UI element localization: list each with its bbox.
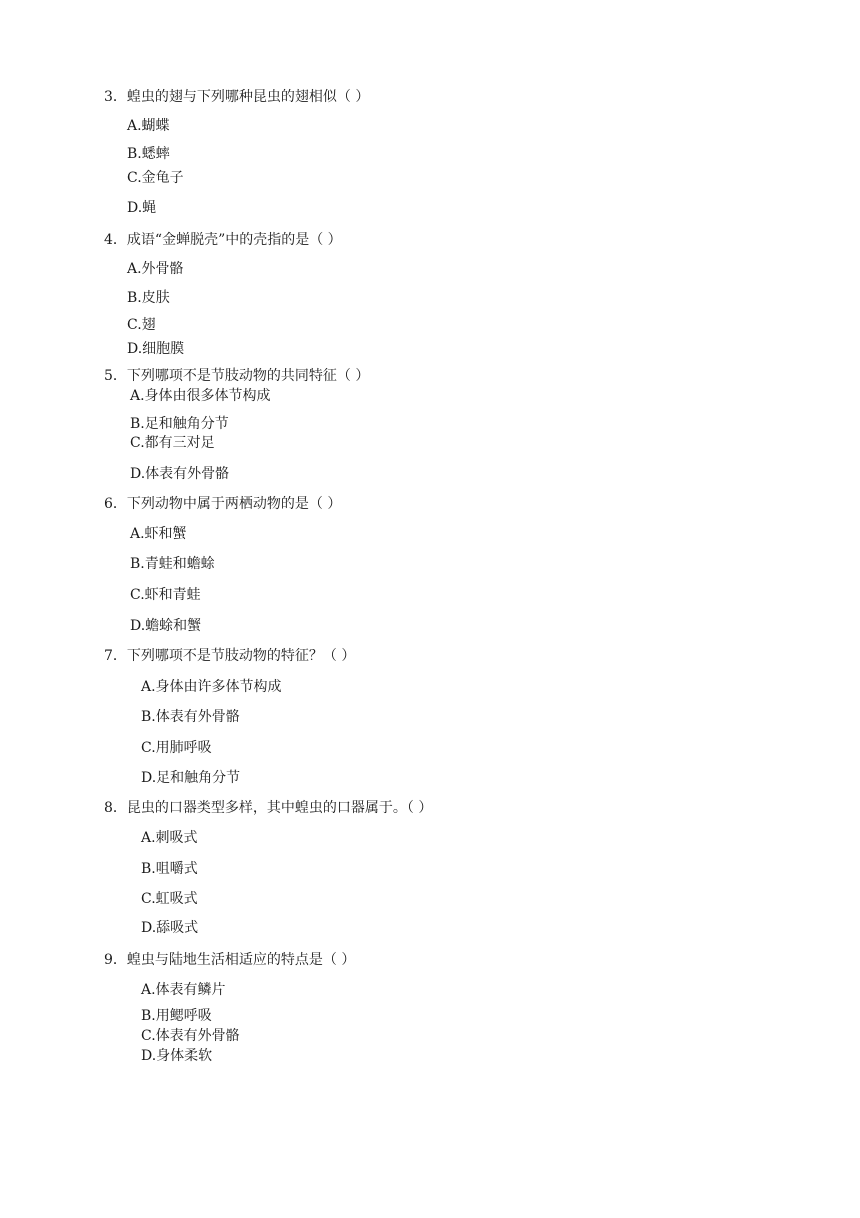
question-5-option-a: A.身体由很多体节构成 <box>130 388 271 404</box>
question-8-stem: 8．昆虫的口器类型多样，其中蝗虫的口器属于。（ ） <box>104 800 433 816</box>
question-4-option-d: D.细胞膜 <box>127 341 185 357</box>
question-7-option-a: A.身体由许多体节构成 <box>141 679 282 695</box>
question-3-option-d: D.蝇 <box>127 200 157 216</box>
question-5-option-c: C.都有三对足 <box>130 435 215 451</box>
question-3-option-c: C.金龟子 <box>127 170 184 186</box>
question-5-stem: 5．下列哪项不是节肢动物的共同特征（ ） <box>104 368 370 384</box>
question-3-stem: 3．蝗虫的翅与下列哪种昆虫的翅相似（ ） <box>104 89 370 105</box>
question-5-option-d: D.体表有外骨骼 <box>130 466 230 482</box>
question-6-stem: 6．下列动物中属于两栖动物的是（ ） <box>104 496 342 512</box>
question-7-option-d: D.足和触角分节 <box>141 770 241 786</box>
question-3-option-b: B.蟋蟀 <box>127 146 170 162</box>
question-8-option-a: A.刺吸式 <box>141 830 198 846</box>
question-9-option-a: A.体表有鳞片 <box>141 982 226 998</box>
question-4-option-b: B.皮肤 <box>127 290 170 306</box>
question-3-option-a: A.蝴蝶 <box>127 118 170 134</box>
question-9-option-b: B.用鳃呼吸 <box>141 1008 212 1024</box>
question-7-stem: 7．下列哪项不是节肢动物的特征？（ ） <box>104 648 356 664</box>
question-8-option-b: B.咀嚼式 <box>141 861 198 877</box>
question-7-option-c: C.用肺呼吸 <box>141 740 212 756</box>
question-9-option-d: D.身体柔软 <box>141 1048 213 1064</box>
question-4-option-a: A.外骨骼 <box>127 261 184 277</box>
question-8-option-c: C.虹吸式 <box>141 891 198 907</box>
question-9-stem: 9．蝗虫与陆地生活相适应的特点是（ ） <box>104 952 356 968</box>
question-6-option-c: C.虾和青蛙 <box>130 587 201 603</box>
question-8-option-d: D.舔吸式 <box>141 920 199 936</box>
question-4-option-c: C.翅 <box>127 317 156 333</box>
question-9-option-c: C.体表有外骨骼 <box>141 1028 240 1044</box>
question-7-option-b: B.体表有外骨骼 <box>141 709 240 725</box>
question-6-option-b: B.青蛙和蟾蜍 <box>130 556 215 572</box>
question-4-stem: 4．成语“金蝉脱壳”中的壳指的是（ ） <box>104 232 342 248</box>
question-5-option-b: B.足和触角分节 <box>130 416 229 432</box>
question-6-option-a: A.虾和蟹 <box>130 526 187 542</box>
question-6-option-d: D.蟾蜍和蟹 <box>130 618 202 634</box>
